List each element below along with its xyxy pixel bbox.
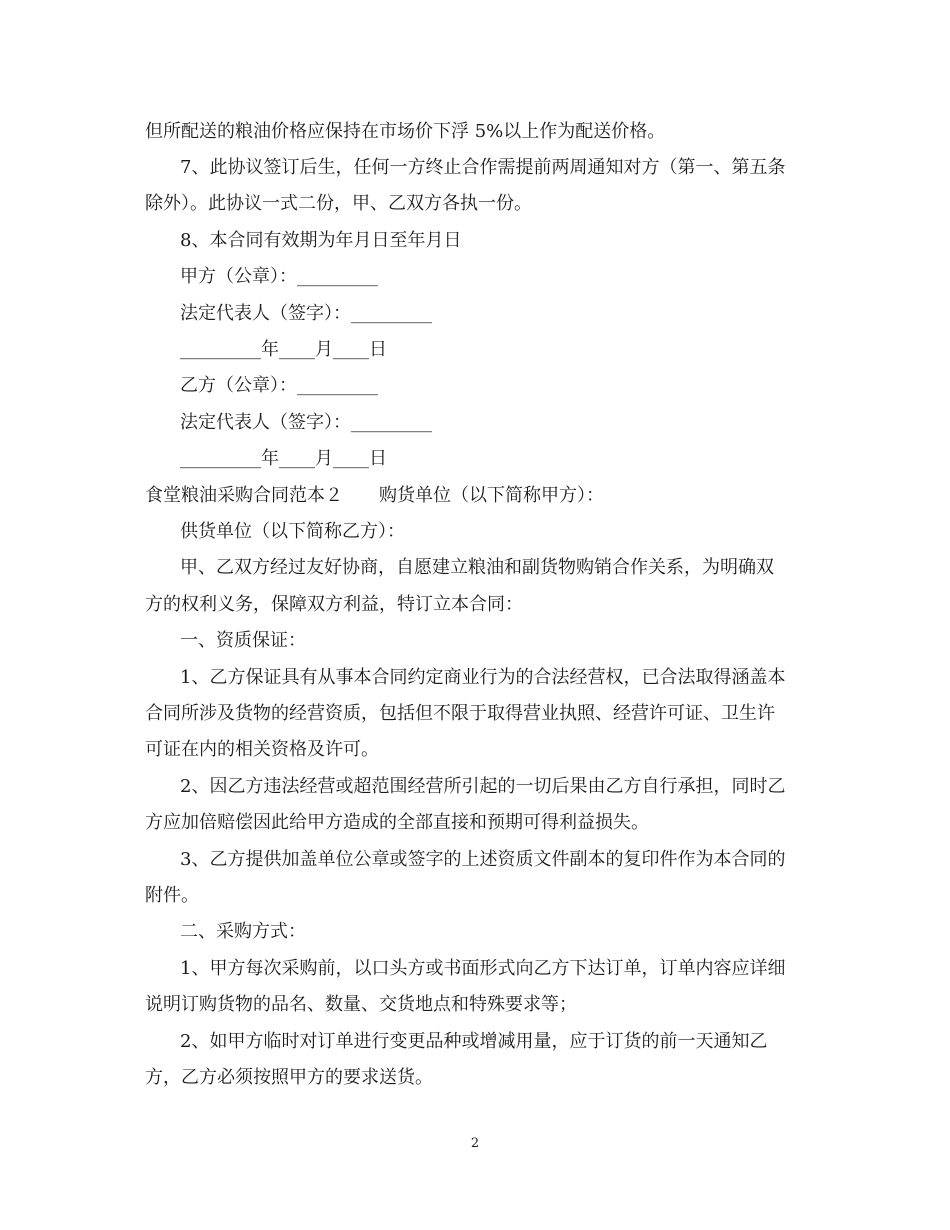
paragraph-line: 1、甲方每次采购前，以口头方或书面形式向乙方下达订单，订单内容应详细	[180, 958, 786, 979]
paragraph-line: 但所配送的粮油价格应保持在市场价下浮 5%以上作为配送价格。	[145, 121, 666, 142]
section-heading: 一、资质保证：	[180, 630, 306, 651]
paragraph-line: 附件。	[145, 885, 199, 906]
party-a-date-line: _________年____月____日	[180, 339, 387, 360]
paragraph-line: 方的权利义务，保障双方利益，特订立本合同：	[145, 594, 523, 615]
party-b-date-line: _________年____月____日	[180, 448, 387, 469]
paragraph-line: 供货单位（以下简称乙方）：	[180, 521, 405, 542]
paragraph-line: 说明订购货物的品名、数量、交货地点和特殊要求等；	[145, 994, 577, 1015]
paragraph-line: 3、乙方提供加盖单位公章或签字的上述资质文件副本的复印件作为本合同的	[180, 849, 786, 870]
party-b-rep-signature-line: 法定代表人（签字）：_________	[180, 412, 432, 433]
paragraph-line: 8、本合同有效期为年月日至年月日	[180, 230, 462, 251]
section-heading: 二、采购方式：	[180, 921, 306, 942]
paragraph-line: 7、此协议签订后生，任何一方终止合作需提前两周通知对方（第一、第五条	[180, 157, 786, 178]
paragraph-line: 合同所涉及货物的经营资质，包括但不限于取得营业执照、经营许可证、卫生许	[145, 703, 775, 724]
page-number: 2	[470, 1136, 480, 1151]
paragraph-line: 2、如甲方临时对订单进行变更品种或增减用量，应于订货的前一天通知乙	[180, 1031, 768, 1052]
paragraph-line: 除外）。此协议一式二份，甲、乙双方各执一份。	[145, 193, 532, 214]
paragraph-line: 方应加倍赔偿因此给甲方造成的全部直接和预期可得利益损失。	[145, 812, 649, 833]
paragraph-line: 1、乙方保证具有从事本合同约定商业行为的合法经营权，已合法取得涵盖本	[180, 667, 786, 688]
contract-title-line: 食堂粮油采购合同范本２ 购货单位（以下简称甲方）：	[145, 485, 604, 506]
paragraph-line: 方，乙方必须按照甲方的要求送货。	[145, 1067, 433, 1088]
party-a-rep-signature-line: 法定代表人（签字）：_________	[180, 303, 432, 324]
paragraph-line: 甲、乙双方经过友好协商，自愿建立粮油和副货物购销合作关系，为明确双	[180, 557, 774, 578]
party-a-seal-line: 甲方（公章）：_________	[180, 266, 378, 287]
paragraph-line: 可证在内的相关资格及许可。	[145, 739, 379, 760]
party-b-seal-line: 乙方（公章）：_________	[180, 375, 378, 396]
paragraph-line: 2、因乙方违法经营或超范围经营所引起的一切后果由乙方自行承担，同时乙	[180, 776, 786, 797]
